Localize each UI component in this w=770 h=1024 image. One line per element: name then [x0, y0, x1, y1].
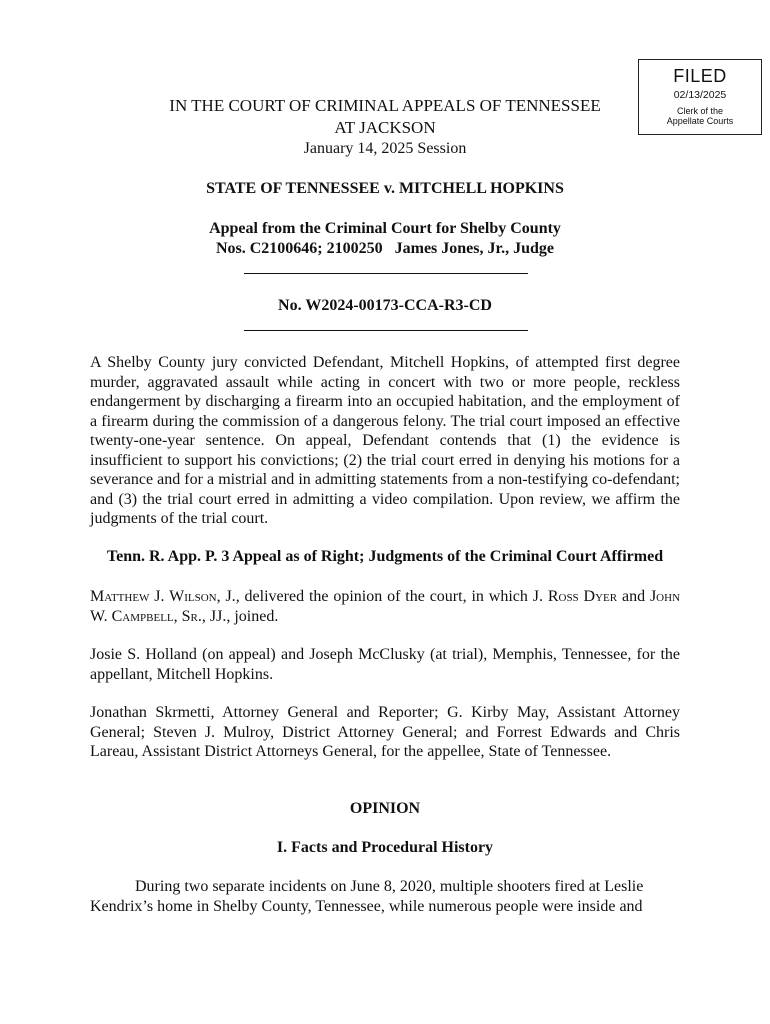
appeal-from: Appeal from the Criminal Court for Shelby County	[209, 220, 561, 237]
opinion-author	[90, 587, 680, 626]
section-heading: I. Facts and Procedural History	[276, 839, 494, 856]
opinion-para-line-1: During two separate incidents on June 8, 2020, multiple shooters fired at Leslie	[135, 878, 644, 895]
filed-stamp-date: 02/13/2025	[673, 89, 727, 101]
joining-judge-1: J. Ross Dyer	[532, 588, 618, 605]
court-location: AT JACKSON	[334, 118, 436, 137]
docket-number: No. W2024-00173-CCA-R3-CD	[278, 297, 492, 314]
disposition: Tenn. R. App. P. 3 Appeal as of Right; Judgments of the Criminal Court Affirmed	[106, 548, 664, 565]
counsel-appellant: Josie S. Holland (on appeal) and Joseph McClusky (at trial), Memphis, Tennessee, for the appellant, Mitchell Hopkins.	[90, 646, 680, 683]
author-and: and	[617, 588, 650, 605]
case-title: STATE OF TENNESSEE v. MITCHELL HOPKINS	[206, 180, 564, 197]
opinion-heading: OPINION	[349, 800, 421, 817]
author-judge: Matthew J. Wilson, J.	[90, 588, 236, 605]
filed-stamp-appellate: Appellate Courts	[666, 116, 734, 126]
filed-stamp-clerk: Clerk of the	[676, 106, 724, 116]
session-date: January 14, 2025 Session	[303, 140, 467, 157]
divider-top	[244, 273, 528, 274]
author-end: , joined.	[226, 607, 279, 625]
case-numbers-judge: Nos. C2100646; 2100250 James Jones, Jr., Judge	[215, 240, 555, 257]
joining-judge-2: John W. Campbell, Sr., JJ.	[90, 588, 681, 625]
divider-bottom	[244, 330, 528, 331]
court-name: IN THE COURT OF CRIMINAL APPEALS OF TENNESSEE	[169, 96, 601, 115]
counsel-appellee: Jonathan Skrmetti, Attorney General and Reporter; G. Kirby May, Assistant Attorney General; Steven J. Mulroy, District Attorney General; and Forrest Edwards and Chris Lareau, Assistant District Attorneys General, for the appellee, State of Tennessee.	[90, 704, 680, 760]
filed-stamp-title: FILED	[673, 66, 727, 86]
author-text: , delivered the opinion of the court, in which	[235, 588, 533, 605]
case-summary: A Shelby County jury convicted Defendant, Mitchell Hopkins, of attempted first degree murder, aggravated assault while acting in concert with two or more people, reckless endangerment by discharging a firearm into an occupied habitation, and the employment of a firearm during the commission of a dangerous felony. The trial court imposed an effective twenty-one-year sentence. On appeal, Defendant contends that (1) the evidence is insufficient to support his convictions; (2) the trial court erred in denying his motions for a severance and for a mistrial and in admitting statements from a non-testifying co-defendant; and (3) the trial court erred in admitting a video compilation. Upon review, we affirm the judgments of the trial court.	[90, 354, 680, 527]
opinion-para-line-2: Kendrix’s home in Shelby County, Tennessee, while numerous people were inside and	[90, 898, 643, 915]
